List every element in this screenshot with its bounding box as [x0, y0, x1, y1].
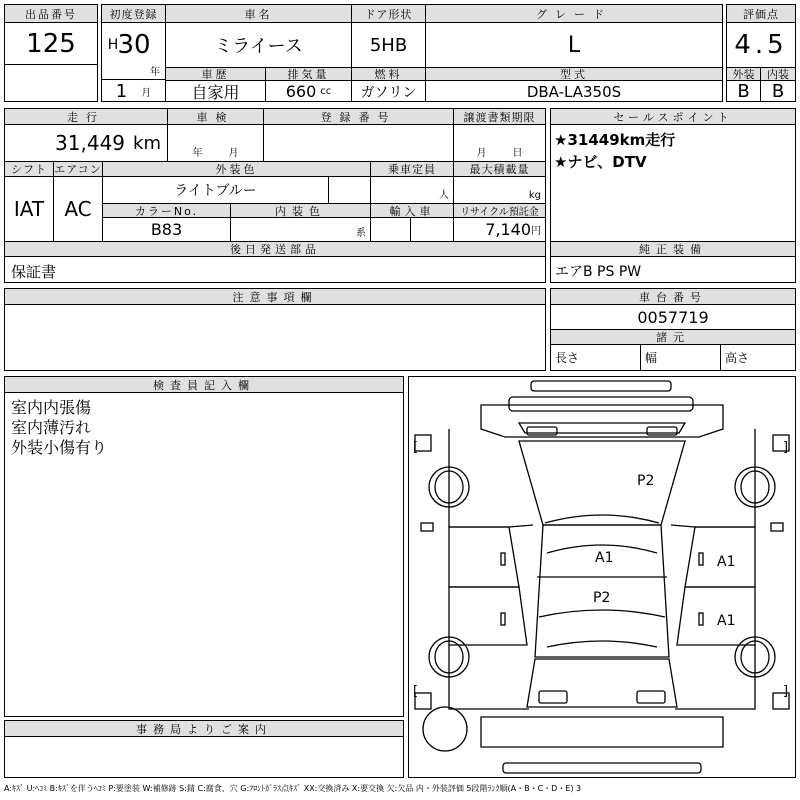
ext-color-label: 外装色 — [103, 161, 371, 177]
ext-grade-label: 外装 — [727, 67, 761, 81]
score-box — [726, 4, 796, 102]
inspection-label: 車検 — [168, 109, 264, 125]
inspection-year-unit: 年 — [192, 148, 203, 159]
inspector-line-1: 室内内張傷 — [11, 398, 92, 417]
history-label: 車歴 — [166, 67, 266, 81]
length-cell — [551, 345, 641, 370]
inspector-box — [4, 376, 404, 717]
legend: A:ｷｽﾞ U:ﾍｺﾐ B:ｷｽﾞを伴うﾍｺﾐ P:要塗装 W:補修跡 S:錆 C:腐食、穴 G:ﾌﾛﾝﾄｶﾞﾗｽ点ｷｽﾞ XX:交換済み X:要交換 欠:欠品 内・外装評価 5段階ﾗﾝｸ順(A・B・C・D・E) 3 — [4, 784, 582, 793]
mirror-right — [771, 523, 783, 531]
width-cell — [641, 345, 721, 370]
handle-fl — [501, 553, 505, 565]
later-parts-label: 後日発送部品 — [5, 241, 545, 257]
front-fender-left — [449, 429, 509, 527]
displacement-unit: cc — [320, 86, 332, 97]
car-name-label: 車名 — [166, 5, 352, 23]
hood — [519, 441, 685, 525]
int-color-unit: 系 — [356, 228, 366, 239]
lot-number-label: 出品番号 — [5, 5, 97, 23]
sales-points-box — [550, 108, 796, 283]
load-unit: kg — [528, 190, 541, 201]
lot-number: 125 — [26, 29, 76, 59]
notes-label: 注意事項欄 — [5, 289, 545, 305]
int-grade-label: 内装 — [761, 67, 795, 81]
door-label: ドア形状 — [352, 5, 426, 23]
score: 4.5 — [734, 30, 788, 60]
month-unit: 月 — [141, 87, 152, 99]
office-label: 事務局よりご案内 — [5, 721, 403, 737]
width-label: 幅 — [645, 351, 658, 365]
mileage-label: 走行 — [5, 109, 168, 125]
door-front-left — [449, 527, 519, 587]
grade-label: グレード — [426, 5, 722, 23]
inspector-label: 検査員記入欄 — [5, 377, 403, 393]
notes-box — [4, 288, 546, 371]
capacity-label: 乗車定員 — [371, 161, 454, 177]
mileage-cell — [5, 125, 168, 161]
inspector-line-3: 外装小傷有り — [11, 438, 108, 457]
front-fender-right — [695, 429, 755, 527]
taillight-left — [539, 691, 567, 703]
mark-roof-a1: A1 — [595, 550, 614, 566]
car-name: ミライース — [166, 23, 352, 67]
door-rear-left — [449, 587, 527, 645]
sales-point-line-2: ★ナビ、DTV — [554, 153, 647, 171]
displacement: 660 — [285, 82, 317, 101]
rear-plate — [503, 763, 701, 773]
height-cell — [721, 345, 795, 370]
office-box — [4, 720, 404, 778]
reg-month-cell — [102, 79, 166, 102]
ext-color: ライトブルー — [103, 177, 329, 203]
reg-year: 30 — [117, 30, 151, 60]
handle-fr — [699, 553, 703, 565]
headlight-left — [527, 427, 557, 435]
int-color-label: 内装色 — [231, 203, 371, 218]
bracket-left-2: [ — [413, 684, 419, 699]
car-diagram-box — [408, 376, 796, 778]
sales-points-label: セールスポイント — [551, 109, 795, 125]
inspection-month-unit: 月 — [228, 148, 239, 159]
headlight-right — [647, 427, 677, 435]
handle-rr — [699, 613, 703, 625]
vehicle-info-box — [101, 4, 723, 102]
details-box — [4, 108, 546, 283]
shift-label: シフト — [5, 161, 54, 177]
load-label: 最大積載量 — [454, 161, 545, 177]
score-label: 評価点 — [727, 5, 795, 23]
mileage-unit: km — [133, 132, 161, 154]
bracket-right-1: ] — [783, 440, 789, 455]
year-unit: 年 — [150, 66, 160, 77]
capacity-cell — [371, 177, 454, 203]
capacity-unit: 人 — [439, 190, 449, 201]
roof-curve-bottom — [539, 610, 665, 617]
inspector-line-2: 室内薄汚れ — [11, 418, 92, 437]
int-grade: B — [771, 81, 785, 101]
bracket-left-1: [ — [413, 440, 419, 455]
later-parts: 保証書 — [11, 263, 57, 281]
reg-no-label: 登録番号 — [264, 109, 454, 125]
rear-hatch — [527, 659, 677, 707]
mirror-left — [421, 523, 433, 531]
transfer-month-unit: 月 — [476, 148, 487, 159]
inspection-cell — [168, 125, 264, 161]
reg-month: 1 — [115, 80, 128, 102]
ac-label: エアコン — [54, 163, 102, 176]
lot-number-box — [4, 4, 98, 102]
front-bumper-inner — [509, 397, 693, 411]
car-diagram — [409, 377, 795, 777]
rear-window — [547, 641, 657, 647]
equipment: エアB PS PW — [555, 264, 642, 280]
ac: AC — [54, 177, 103, 241]
recycle-fee: 7,140 — [485, 220, 531, 239]
mark-hood-p2: P2 — [637, 473, 655, 489]
chassis-number: 0057719 — [637, 307, 709, 327]
import-label: 輸入車 — [371, 203, 454, 218]
transfer-day-unit: 日 — [512, 148, 523, 159]
door-rear-right — [677, 587, 755, 645]
mileage: 31,449 — [55, 131, 126, 155]
history: 自家用 — [166, 81, 266, 102]
mark-door-fr-a1: A1 — [717, 554, 736, 570]
displacement-label: 排気量 — [266, 67, 352, 81]
lot-number-blank — [5, 64, 97, 101]
color-no: B83 — [103, 218, 231, 241]
sales-point-line-1: ★31449km走行 — [554, 131, 676, 149]
side-left-upper — [509, 525, 533, 527]
recycle-label: リサイクル預託金 — [454, 203, 545, 218]
ext-color-extra — [329, 177, 371, 203]
taillight-right — [637, 691, 665, 703]
transfer-cell — [454, 125, 545, 161]
fuel: ガソリン — [352, 81, 426, 102]
first-reg-label: 初度登録 — [102, 5, 166, 23]
fuel-label: 燃料 — [352, 67, 426, 81]
grade: L — [567, 32, 581, 58]
era: H — [107, 37, 119, 53]
bracket-right-2: ] — [783, 684, 789, 699]
reg-no-cell — [264, 125, 454, 161]
model-label: 型式 — [426, 67, 722, 81]
chassis-box — [550, 288, 796, 371]
length-label: 長さ — [555, 351, 580, 365]
side-right-upper — [671, 525, 695, 527]
ext-grade: B — [727, 81, 761, 101]
front-bumper — [531, 381, 671, 391]
rear-fender-right — [675, 645, 755, 709]
recycle-cell — [454, 218, 545, 241]
int-color-cell — [231, 218, 371, 241]
first-reg-divider — [102, 23, 166, 79]
chassis-label: 車台番号 — [551, 289, 795, 305]
front-grille — [519, 423, 685, 433]
mark-roof-p2: P2 — [593, 590, 611, 606]
rear-fender-left — [449, 645, 529, 709]
import-cell-a — [371, 218, 411, 241]
model: DBA-LA350S — [526, 82, 622, 101]
handle-rl — [501, 613, 505, 625]
transfer-label: 譲渡書類期限 — [454, 109, 545, 125]
spare-wheel-left — [423, 707, 467, 751]
color-no-label: カラーNo. — [103, 203, 231, 218]
rear-bumper — [481, 717, 723, 747]
equipment-label: 純正装備 — [551, 241, 795, 257]
specs-label: 諸元 — [551, 329, 795, 345]
load-cell — [454, 177, 545, 203]
shift: IAT — [5, 177, 54, 241]
door-type: 5HB — [352, 23, 426, 67]
displacement-cell — [266, 81, 352, 102]
height-label: 高さ — [725, 351, 750, 365]
windshield — [545, 515, 659, 523]
import-cell-b — [411, 218, 454, 241]
hood-outline — [481, 405, 723, 437]
recycle-unit: 円 — [531, 226, 541, 237]
mark-door-rr-a1: A1 — [717, 613, 736, 629]
